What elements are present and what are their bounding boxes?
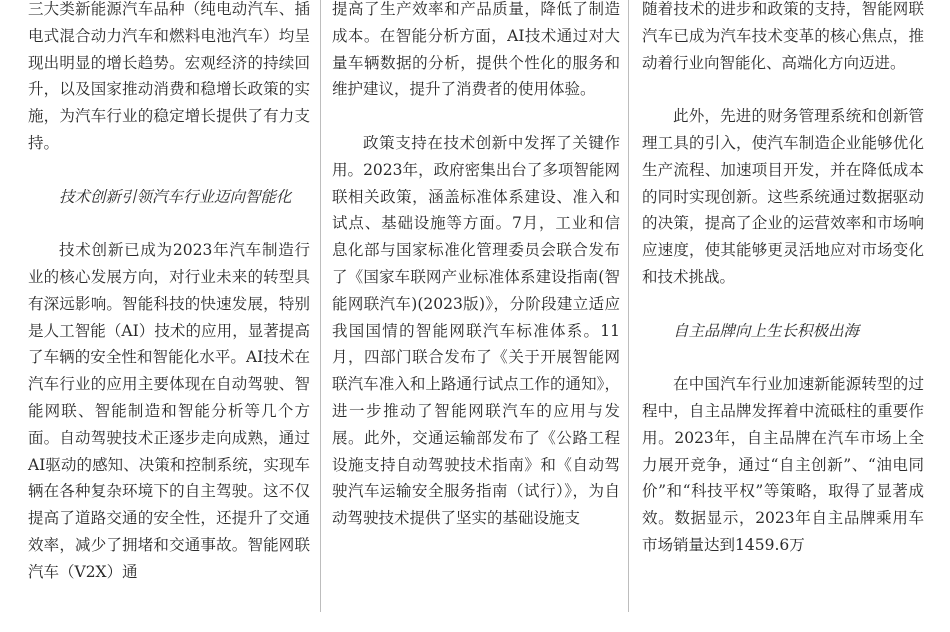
paragraph-domestic-brands: 在中国汽车行业加速新能源转型的过程中，自主品牌发挥着中流砥柱的重要作用。2023年，自主品牌在汽车市场上全力展开竞争，通过“自主创新”、“油电同价”和“科技平权”等策略，取得了显著成效。数据显示，2023年自主品牌乘用车市场销量达到1459.6万 [642,375,924,554]
column-right [628,0,950,612]
paragraph-ai-analysis: 提高了生产效率和产品质量，降低了制造成本。在智能分析方面，AI技术通过对大量车辆数据的分析，提供个性化的服务和维护建议，提升了消费者的使用体验。 [332,0,620,99]
paragraph-tech-innovation: 技术创新已成为2023年汽车制造行业的核心发展方向，对行业未来的转型具有深远影响。智能科技的快速发展，特别是人工智能（AI）技术的应用，显著提高了车辆的安全性和智能化水平。AI技术在汽车行业的应用主要体现在自动驾驶、智能网联、智能制造和智能分析等几个方面。自动驾驶技术正逐步走向成熟，通过AI驱动的感知、决策和控制系统，实现车辆在各种复杂环境下的自主驾驶。这不仅提高了道路交通的安全性，还提升了交通效率，减少了拥堵和交通事故。智能网联汽车（V2X）通 [28,241,310,581]
column-divider [320,0,321,612]
column-divider [628,0,629,612]
section-heading-domestic-brands: 自主品牌向上生长积极出海 [673,321,860,340]
paragraph-policy-support: 政策支持在技术创新中发挥了关键作用。2023年，政府密集出台了多项智能网联相关政策，涵盖标准体系建设、准入和试点、基础设施等方面。7月，工业和信息化部与国家标准化管理委员会联合发布了《国家车联网产业标准体系建设指南(智能网联汽车)(2023版)》，分阶段建立适应我国国情的智能网联汽车标准体系。11月，四部门联合发布了《关于开展智能网联汽车准入和上路通行试点工作的通知》，进一步推动了智能网联汽车的应用与发展。此外，交通运输部发布了《公路工程设施支持自动驾驶技术指南》和《自动驾驶汽车运输安全服务指南（试行）》，为自动驾驶技术提供了坚实的基础设施支 [332,133,620,528]
column-middle [320,0,628,612]
column-left [0,0,320,612]
paragraph-management-systems: 此外，先进的财务管理系统和创新管理工具的引入，使汽车制造企业能够优化生产流程、加速项目开发，并在降低成本的同时实现创新。这些系统通过数据驱动的决策，提高了企业的运营效率和市场响应速度，使其能够更灵活地应对市场变化和技术挑战。 [642,107,924,286]
section-heading-tech-innovation: 技术创新引领汽车行业迈向智能化 [59,187,292,206]
paragraph-ev-growth: 三大类新能源汽车品种（纯电动汽车、插电式混合动力汽车和燃料电池汽车）均呈现出明显的增长趋势。宏观经济的持续回升，以及国家推动消费和稳增长政策的实施，为汽车行业的稳定增长提供了有力支持。 [28,0,310,152]
paragraph-connected-cars: 随着技术的进步和政策的支持，智能网联汽车已成为汽车技术变革的核心焦点，推动着行业向智能化、高端化方向迈进。 [642,0,924,72]
